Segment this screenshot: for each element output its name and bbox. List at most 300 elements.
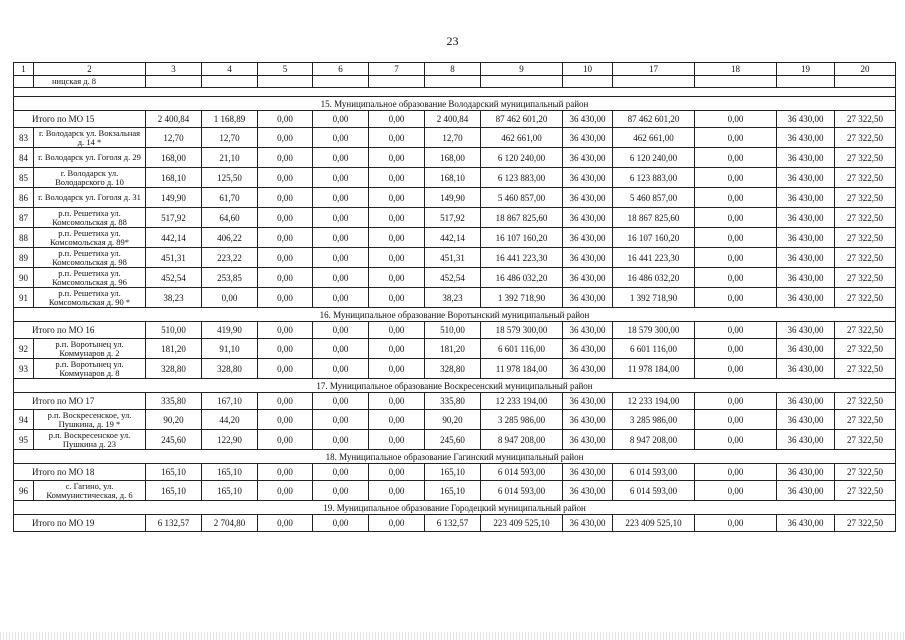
data-cell: 16 107 160,20 — [613, 228, 695, 248]
data-cell: 0,00 — [695, 168, 777, 188]
address-cell: р.п. Решетиха ул. Комсомольская д. 98 — [34, 248, 146, 268]
row-number: 95 — [14, 430, 34, 450]
data-cell: 36 430,00 — [777, 208, 835, 228]
data-cell: 27 322,50 — [835, 188, 896, 208]
section-total-row — [14, 464, 896, 481]
total-value: 0,00 — [258, 515, 313, 532]
total-value: 6 014 593,00 — [613, 464, 695, 481]
data-cell: 90,20 — [146, 410, 202, 430]
data-cell: 0,00 — [695, 268, 777, 288]
data-cell: 18 867 825,60 — [481, 208, 563, 228]
column-number: 5 — [258, 63, 313, 76]
total-value: 27 322,50 — [835, 322, 896, 339]
row-number: 96 — [14, 481, 34, 501]
row-number: 90 — [14, 268, 34, 288]
data-cell: 245,60 — [425, 430, 481, 450]
data-cell: 0,00 — [695, 228, 777, 248]
data-cell: 36 430,00 — [777, 339, 835, 359]
total-value: 2 400,84 — [425, 111, 481, 128]
row-number: 94 — [14, 410, 34, 430]
row-number: 88 — [14, 228, 34, 248]
address-cell: р.п. Воротынец ул. Коммунаров д. 8 — [34, 359, 146, 379]
address-cell: р.п. Решетиха ул. Комсомольская д. 88 — [34, 208, 146, 228]
total-value: 36 430,00 — [777, 322, 835, 339]
data-cell: 90,20 — [425, 410, 481, 430]
section-total-row — [14, 515, 896, 532]
total-value: 2 400,84 — [146, 111, 202, 128]
data-cell: 0,00 — [369, 359, 425, 379]
data-cell: 38,23 — [425, 288, 481, 308]
column-number: 8 — [425, 63, 481, 76]
data-cell: 6 014 593,00 — [613, 481, 695, 501]
data-cell: 1 392 718,90 — [613, 288, 695, 308]
column-number: 1 — [14, 63, 34, 76]
section-title: 18. Муниципальное образование Гагинский муниципальный район — [14, 450, 896, 464]
data-cell: 27 322,50 — [835, 268, 896, 288]
total-label: Итого по МО 17 — [14, 393, 146, 410]
data-cell: 36 430,00 — [563, 128, 613, 148]
total-value: 0,00 — [258, 322, 313, 339]
data-cell: 0,00 — [258, 430, 313, 450]
total-value: 223 409 525,10 — [481, 515, 563, 532]
data-cell: 6 601 116,00 — [613, 339, 695, 359]
total-value: 0,00 — [258, 464, 313, 481]
data-cell — [613, 76, 695, 88]
data-cell: 36 430,00 — [563, 168, 613, 188]
data-cell: 0,00 — [313, 359, 369, 379]
total-value: 0,00 — [258, 111, 313, 128]
data-cell: 406,22 — [202, 228, 258, 248]
table-row — [14, 481, 896, 501]
total-value: 0,00 — [695, 464, 777, 481]
data-cell — [563, 76, 613, 88]
data-cell — [481, 76, 563, 88]
data-cell: 253,85 — [202, 268, 258, 288]
table-row — [14, 359, 896, 379]
page-number: 23 — [446, 34, 459, 48]
total-value: 12 233 194,00 — [613, 393, 695, 410]
column-number: 3 — [146, 63, 202, 76]
table-row — [14, 188, 896, 208]
data-cell: 442,14 — [425, 228, 481, 248]
data-cell: 16 441 223,30 — [613, 248, 695, 268]
total-value: 36 430,00 — [777, 515, 835, 532]
total-value: 36 430,00 — [777, 464, 835, 481]
address-cell: с. Гагино, ул. Коммунистическая, д. 6 — [34, 481, 146, 501]
data-cell: 122,90 — [202, 430, 258, 450]
data-cell: 27 322,50 — [835, 148, 896, 168]
data-cell: 6 601 116,00 — [481, 339, 563, 359]
data-cell: 11 978 184,00 — [613, 359, 695, 379]
address-cell: г. Володарск ул. Вокзальная д. 14 * — [34, 128, 146, 148]
data-cell: 0,00 — [369, 128, 425, 148]
data-cell — [258, 76, 313, 88]
data-cell: 16 441 223,30 — [481, 248, 563, 268]
data-cell: 168,00 — [146, 148, 202, 168]
data-cell: 36 430,00 — [777, 430, 835, 450]
data-cell: 36 430,00 — [777, 228, 835, 248]
total-value: 0,00 — [369, 322, 425, 339]
data-cell: 0,00 — [313, 208, 369, 228]
data-cell: 36 430,00 — [777, 248, 835, 268]
table-row — [14, 268, 896, 288]
data-cell: 0,00 — [369, 148, 425, 168]
total-value: 6 014 593,00 — [481, 464, 563, 481]
table-row — [14, 228, 896, 248]
data-cell: 0,00 — [313, 339, 369, 359]
data-cell: 0,00 — [313, 288, 369, 308]
data-cell: 27 322,50 — [835, 359, 896, 379]
data-cell: 36 430,00 — [777, 288, 835, 308]
data-cell: 0,00 — [695, 359, 777, 379]
data-cell: 0,00 — [313, 410, 369, 430]
total-value: 510,00 — [425, 322, 481, 339]
data-cell: 149,90 — [425, 188, 481, 208]
total-value: 0,00 — [369, 111, 425, 128]
section-header — [14, 450, 896, 464]
data-cell: 452,54 — [146, 268, 202, 288]
section-total-row — [14, 111, 896, 128]
data-cell: 5 460 857,00 — [613, 188, 695, 208]
data-cell: 36 430,00 — [777, 268, 835, 288]
table-row — [14, 248, 896, 268]
total-value: 0,00 — [695, 393, 777, 410]
data-cell: 5 460 857,00 — [481, 188, 563, 208]
total-value: 27 322,50 — [835, 464, 896, 481]
data-cell: 0,00 — [258, 148, 313, 168]
section-total-row — [14, 322, 896, 339]
data-cell: 442,14 — [146, 228, 202, 248]
data-cell: 27 322,50 — [835, 128, 896, 148]
address-cell: р.п. Воротынец ул. Коммунаров д. 2 — [34, 339, 146, 359]
address-cell: р.п. Решетиха ул. Комсомольская д. 96 — [34, 268, 146, 288]
total-value: 27 322,50 — [835, 111, 896, 128]
table-row — [14, 339, 896, 359]
data-cell: 0,00 — [695, 208, 777, 228]
data-cell: 36 430,00 — [777, 188, 835, 208]
data-cell: 36 430,00 — [563, 208, 613, 228]
data-cell — [777, 76, 835, 88]
data-cell: 27 322,50 — [835, 168, 896, 188]
data-cell — [202, 76, 258, 88]
table-row — [14, 430, 896, 450]
data-cell: 0,00 — [695, 148, 777, 168]
data-cell: 0,00 — [202, 288, 258, 308]
data-cell: 0,00 — [258, 168, 313, 188]
address-cell: р.п. Воскресенское ул. Пушкина д. 23 — [34, 430, 146, 450]
data-cell: 0,00 — [695, 288, 777, 308]
data-cell: 168,00 — [425, 148, 481, 168]
total-value: 0,00 — [695, 111, 777, 128]
data-cell — [146, 76, 202, 88]
data-cell: 44,20 — [202, 410, 258, 430]
data-cell: 0,00 — [369, 339, 425, 359]
data-cell: 0,00 — [258, 208, 313, 228]
data-cell: 181,20 — [425, 339, 481, 359]
total-value: 165,10 — [425, 464, 481, 481]
data-cell: 0,00 — [695, 410, 777, 430]
total-value: 0,00 — [369, 393, 425, 410]
address-cell: р.п. Воскресенское, ул. Пушкина, д. 19 * — [34, 410, 146, 430]
section-title: 15. Муниципальное образование Володарский муниципальный район — [14, 97, 896, 111]
data-cell: 21,10 — [202, 148, 258, 168]
data-cell: 0,00 — [369, 288, 425, 308]
data-cell: 517,92 — [425, 208, 481, 228]
total-value: 36 430,00 — [563, 393, 613, 410]
data-cell: 165,10 — [146, 481, 202, 501]
data-cell: 11 978 184,00 — [481, 359, 563, 379]
data-cell: 36 430,00 — [563, 430, 613, 450]
data-cell: 64,60 — [202, 208, 258, 228]
total-value: 6 132,57 — [146, 515, 202, 532]
data-cell: 6 014 593,00 — [481, 481, 563, 501]
data-cell: 27 322,50 — [835, 430, 896, 450]
data-cell: 0,00 — [695, 481, 777, 501]
data-cell: 12,70 — [202, 128, 258, 148]
data-cell: 8 947 208,00 — [613, 430, 695, 450]
data-cell: 0,00 — [258, 481, 313, 501]
data-cell — [835, 76, 896, 88]
data-cell: 0,00 — [695, 430, 777, 450]
table-row — [14, 288, 896, 308]
data-cell: 0,00 — [369, 228, 425, 248]
data-cell: 0,00 — [369, 248, 425, 268]
total-value: 0,00 — [313, 393, 369, 410]
row-number: 84 — [14, 148, 34, 168]
data-cell: 0,00 — [369, 481, 425, 501]
data-cell: 0,00 — [258, 248, 313, 268]
data-cell: 452,54 — [425, 268, 481, 288]
total-value: 510,00 — [146, 322, 202, 339]
data-cell: 0,00 — [258, 339, 313, 359]
data-cell: 6 120 240,00 — [481, 148, 563, 168]
data-cell: 0,00 — [695, 188, 777, 208]
row-number: 86 — [14, 188, 34, 208]
data-cell: 0,00 — [258, 268, 313, 288]
data-cell: 0,00 — [258, 188, 313, 208]
data-cell: 0,00 — [313, 128, 369, 148]
data-cell: 27 322,50 — [835, 410, 896, 430]
data-cell — [369, 76, 425, 88]
data-cell: 0,00 — [695, 128, 777, 148]
section-header — [14, 308, 896, 322]
total-value: 6 132,57 — [425, 515, 481, 532]
data-cell: 36 430,00 — [563, 481, 613, 501]
section-total-row — [14, 393, 896, 410]
total-value: 0,00 — [313, 322, 369, 339]
total-value: 0,00 — [695, 322, 777, 339]
section-header — [14, 97, 896, 111]
data-cell: 517,92 — [146, 208, 202, 228]
total-label: Итого по МО 15 — [14, 111, 146, 128]
data-cell: 462 661,00 — [613, 128, 695, 148]
row-number: 93 — [14, 359, 34, 379]
data-cell: 0,00 — [258, 410, 313, 430]
table-row — [14, 128, 896, 148]
spacer-row — [14, 88, 896, 97]
column-number: 20 — [835, 63, 896, 76]
data-cell: 27 322,50 — [835, 248, 896, 268]
total-value: 0,00 — [313, 111, 369, 128]
row-number: 87 — [14, 208, 34, 228]
data-cell: 18 867 825,60 — [613, 208, 695, 228]
total-value: 87 462 601,20 — [481, 111, 563, 128]
data-cell: 3 285 986,00 — [613, 410, 695, 430]
total-value: 36 430,00 — [563, 111, 613, 128]
column-number-row — [14, 63, 896, 76]
data-cell: 36 430,00 — [563, 188, 613, 208]
data-cell: 36 430,00 — [777, 410, 835, 430]
column-number: 9 — [481, 63, 563, 76]
total-value: 0,00 — [313, 464, 369, 481]
data-cell: 149,90 — [146, 188, 202, 208]
column-number: 6 — [313, 63, 369, 76]
data-cell: 168,10 — [425, 168, 481, 188]
data-cell: 0,00 — [695, 248, 777, 268]
data-cell: 16 107 160,20 — [481, 228, 563, 248]
data-cell: 16 486 032,20 — [613, 268, 695, 288]
data-cell: 0,00 — [313, 188, 369, 208]
data-cell: 61,70 — [202, 188, 258, 208]
address-cell: г. Володарск ул. Володарского д. 10 — [34, 168, 146, 188]
total-value: 0,00 — [258, 393, 313, 410]
data-cell: 36 430,00 — [563, 288, 613, 308]
table-row — [14, 168, 896, 188]
data-cell — [313, 76, 369, 88]
data-cell: 0,00 — [369, 430, 425, 450]
total-label: Итого по МО 19 — [14, 515, 146, 532]
data-cell: 165,10 — [202, 481, 258, 501]
data-cell: 181,20 — [146, 339, 202, 359]
row-number: 92 — [14, 339, 34, 359]
data-cell: 0,00 — [258, 288, 313, 308]
data-cell: 168,10 — [146, 168, 202, 188]
section-title: 19. Муниципальное образование Городецкий муниципальный район — [14, 501, 896, 515]
data-cell: 245,60 — [146, 430, 202, 450]
data-cell: 27 322,50 — [835, 208, 896, 228]
data-cell: 328,80 — [202, 359, 258, 379]
column-number: 10 — [563, 63, 613, 76]
data-cell: 451,31 — [146, 248, 202, 268]
total-value: 36 430,00 — [563, 515, 613, 532]
section-title: 16. Муниципальное образование Воротынский муниципальный район — [14, 308, 896, 322]
data-cell: 36 430,00 — [563, 228, 613, 248]
data-cell: 36 430,00 — [563, 248, 613, 268]
data-cell: 36 430,00 — [777, 148, 835, 168]
data-cell: 8 947 208,00 — [481, 430, 563, 450]
data-cell — [695, 76, 777, 88]
data-cell: 91,10 — [202, 339, 258, 359]
data-cell: 27 322,50 — [835, 228, 896, 248]
table-row — [14, 410, 896, 430]
total-value: 27 322,50 — [835, 515, 896, 532]
data-cell: 3 285 986,00 — [481, 410, 563, 430]
data-cell: 165,10 — [425, 481, 481, 501]
data-cell: 27 322,50 — [835, 288, 896, 308]
column-number: 18 — [695, 63, 777, 76]
section-header — [14, 379, 896, 393]
data-cell: 16 486 032,20 — [481, 268, 563, 288]
continued-row — [14, 76, 896, 88]
spacer-cell — [14, 88, 896, 97]
data-cell: 0,00 — [313, 268, 369, 288]
data-cell: 0,00 — [258, 128, 313, 148]
scan-edge-artifact — [0, 632, 905, 640]
data-cell: 36 430,00 — [563, 359, 613, 379]
total-value: 335,80 — [425, 393, 481, 410]
total-value: 1 168,89 — [202, 111, 258, 128]
data-cell: 36 430,00 — [563, 268, 613, 288]
data-cell: 223,22 — [202, 248, 258, 268]
housing-register-table — [13, 62, 896, 532]
row-number: 89 — [14, 248, 34, 268]
data-cell: 0,00 — [313, 481, 369, 501]
column-number: 2 — [34, 63, 146, 76]
address-cell: р.п. Решетиха ул. Комсомольская д. 90 * — [34, 288, 146, 308]
row-number: 85 — [14, 168, 34, 188]
total-label: Итого по МО 18 — [14, 464, 146, 481]
total-value: 18 579 300,00 — [613, 322, 695, 339]
data-cell: 36 430,00 — [777, 481, 835, 501]
data-cell: 0,00 — [313, 168, 369, 188]
data-cell: 462 661,00 — [481, 128, 563, 148]
row-number: 83 — [14, 128, 34, 148]
data-cell: 27 322,50 — [835, 339, 896, 359]
total-label: Итого по МО 16 — [14, 322, 146, 339]
section-title: 17. Муниципальное образование Воскресенский муниципальный район — [14, 379, 896, 393]
address-cell: р.п. Решетиха ул. Комсомольская д. 89* — [34, 228, 146, 248]
data-cell: 0,00 — [258, 359, 313, 379]
total-value: 2 704,80 — [202, 515, 258, 532]
total-value: 419,90 — [202, 322, 258, 339]
data-cell: 0,00 — [695, 339, 777, 359]
data-cell: 451,31 — [425, 248, 481, 268]
data-cell: 125,50 — [202, 168, 258, 188]
data-cell: 6 123 883,00 — [613, 168, 695, 188]
address-cell: ницская д. 8 — [34, 76, 146, 88]
data-cell: 36 430,00 — [777, 168, 835, 188]
total-value: 0,00 — [369, 464, 425, 481]
data-cell: 38,23 — [146, 288, 202, 308]
total-value: 167,10 — [202, 393, 258, 410]
total-value: 27 322,50 — [835, 393, 896, 410]
total-value: 223 409 525,10 — [613, 515, 695, 532]
row-number — [14, 76, 34, 88]
address-cell: г. Володарск ул. Гоголя д. 29 — [34, 148, 146, 168]
total-value: 36 430,00 — [563, 464, 613, 481]
data-cell: 36 430,00 — [777, 128, 835, 148]
row-number: 91 — [14, 288, 34, 308]
data-cell: 27 322,50 — [835, 481, 896, 501]
data-cell: 36 430,00 — [563, 339, 613, 359]
data-cell: 0,00 — [313, 248, 369, 268]
total-value: 165,10 — [202, 464, 258, 481]
column-number: 4 — [202, 63, 258, 76]
data-cell: 0,00 — [369, 268, 425, 288]
data-cell: 328,80 — [146, 359, 202, 379]
data-cell: 0,00 — [369, 410, 425, 430]
data-cell: 6 120 240,00 — [613, 148, 695, 168]
total-value: 0,00 — [313, 515, 369, 532]
data-cell: 0,00 — [313, 228, 369, 248]
table-row — [14, 148, 896, 168]
data-cell: 36 430,00 — [563, 410, 613, 430]
data-cell: 36 430,00 — [563, 148, 613, 168]
section-header — [14, 501, 896, 515]
data-cell: 6 123 883,00 — [481, 168, 563, 188]
column-number: 19 — [777, 63, 835, 76]
column-number: 17 — [613, 63, 695, 76]
